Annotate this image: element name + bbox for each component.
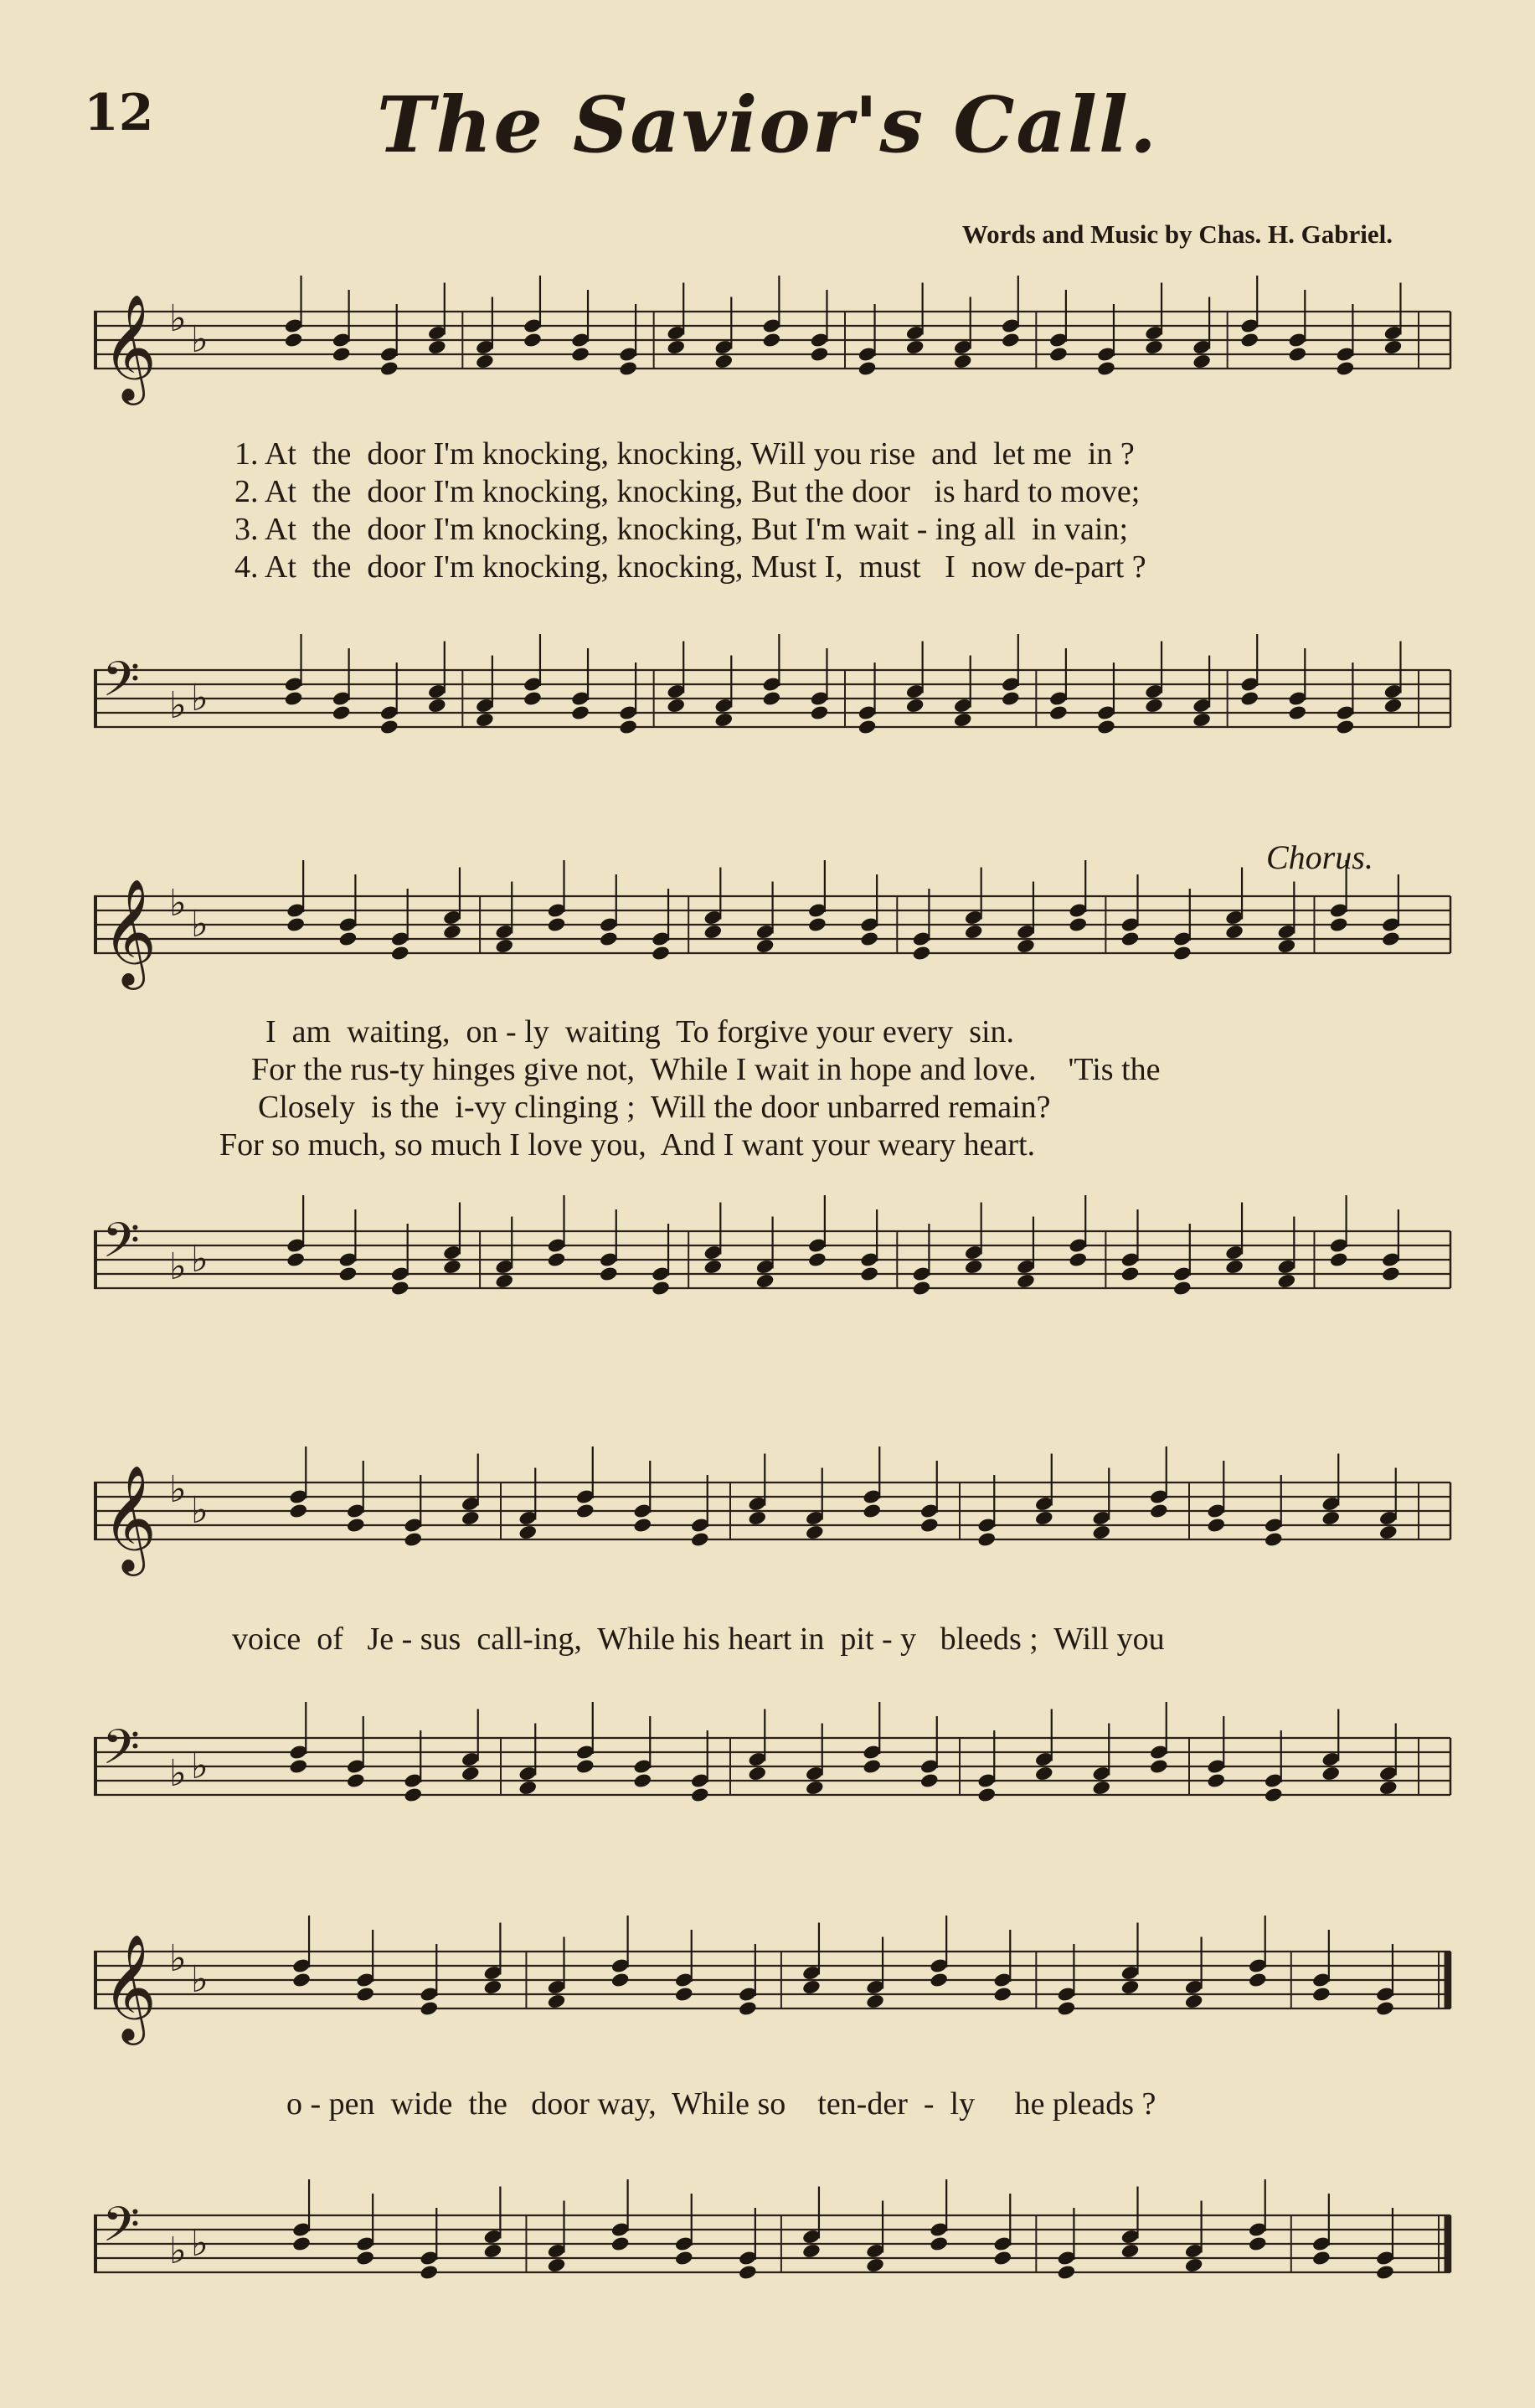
note-head bbox=[862, 1758, 882, 1775]
note-head bbox=[403, 1787, 423, 1803]
note-head bbox=[1288, 704, 1308, 721]
note-head bbox=[1057, 2264, 1077, 2281]
note-head bbox=[1068, 916, 1088, 933]
flat-icon: ♭ bbox=[191, 1238, 209, 1281]
treble-clef-icon: 𝄞 bbox=[102, 293, 157, 400]
note-head bbox=[475, 712, 495, 729]
note-head bbox=[858, 360, 878, 377]
note-head bbox=[632, 1772, 652, 1789]
note-head bbox=[976, 1787, 997, 1803]
flat-icon: ♭ bbox=[191, 1489, 209, 1532]
treble-staff bbox=[94, 286, 1450, 404]
note-head bbox=[483, 2243, 503, 2260]
note-head bbox=[1149, 1503, 1169, 1519]
note-head bbox=[964, 1259, 984, 1276]
note-head bbox=[690, 1787, 710, 1803]
note-head bbox=[862, 1503, 882, 1519]
note-head bbox=[1057, 2000, 1077, 2017]
note-head bbox=[332, 704, 352, 721]
note-head bbox=[929, 1972, 949, 1988]
note-head bbox=[338, 931, 358, 947]
note-head bbox=[738, 2000, 758, 2017]
note-head bbox=[807, 916, 827, 933]
note-head bbox=[859, 1266, 879, 1282]
note-head bbox=[518, 1780, 538, 1797]
note-head bbox=[1149, 1758, 1169, 1775]
note-head bbox=[801, 2243, 822, 2260]
note-head bbox=[1206, 1772, 1226, 1789]
flat-icon: ♭ bbox=[169, 1468, 187, 1511]
note-head bbox=[865, 2257, 885, 2274]
note-head bbox=[651, 1280, 671, 1297]
hymn-credit: Words and Music by Chas. H. Gabriel. bbox=[961, 219, 1393, 249]
note-head bbox=[1277, 938, 1297, 955]
page-number: 12 bbox=[84, 84, 154, 142]
note-head bbox=[1091, 1780, 1111, 1797]
note-head bbox=[810, 346, 830, 363]
note-head bbox=[1375, 2264, 1395, 2281]
flat-icon: ♭ bbox=[169, 1937, 187, 1980]
note-head bbox=[1184, 1993, 1204, 2010]
note-head bbox=[666, 339, 686, 356]
note-head bbox=[618, 719, 638, 735]
note-head bbox=[703, 924, 724, 941]
note-head bbox=[547, 916, 567, 933]
note-head bbox=[1248, 2235, 1268, 2252]
bass-staff bbox=[94, 645, 1450, 762]
note-head bbox=[747, 1766, 767, 1782]
bass-staff bbox=[94, 1206, 1450, 1323]
lyric-verse-1: I am waiting, on - ly waiting To forgive your every sin. bbox=[265, 1014, 1015, 1049]
flat-icon: ♭ bbox=[169, 882, 187, 925]
music-system-1 bbox=[94, 276, 1450, 754]
flat-icon: ♭ bbox=[191, 677, 209, 719]
flat-icon: ♭ bbox=[191, 1745, 209, 1787]
note-head bbox=[865, 1993, 885, 2010]
bass-clef-icon: 𝄢 bbox=[102, 651, 141, 719]
note-head bbox=[1378, 1780, 1398, 1797]
note-head bbox=[610, 1972, 631, 1988]
note-head bbox=[807, 1251, 827, 1268]
note-head bbox=[651, 945, 671, 962]
note-head bbox=[355, 1986, 375, 2003]
note-head bbox=[859, 931, 879, 947]
note-head bbox=[403, 1531, 423, 1548]
note-head bbox=[1321, 1766, 1341, 1782]
note-head bbox=[858, 719, 878, 735]
note-head bbox=[1336, 719, 1356, 735]
treble-clef-icon: 𝄞 bbox=[102, 878, 157, 985]
note-head bbox=[427, 339, 447, 356]
note-head bbox=[964, 924, 984, 941]
note-head bbox=[953, 712, 973, 729]
note-head bbox=[427, 698, 447, 714]
note-head bbox=[610, 2235, 631, 2252]
note-head bbox=[1311, 1986, 1332, 2003]
note-head bbox=[992, 2250, 1012, 2266]
note-head bbox=[1381, 1266, 1401, 1282]
note-head bbox=[284, 690, 304, 707]
note-head bbox=[1120, 1979, 1141, 1996]
note-head bbox=[390, 945, 410, 962]
note-head bbox=[953, 353, 973, 370]
note-head bbox=[1321, 1510, 1341, 1527]
music-system-4 bbox=[94, 1910, 1450, 2328]
note-head bbox=[1224, 1259, 1244, 1276]
note-head bbox=[475, 353, 495, 370]
treble-staff bbox=[94, 1457, 1450, 1575]
note-head bbox=[1383, 698, 1404, 714]
note-head bbox=[1144, 339, 1164, 356]
note-head bbox=[919, 1517, 940, 1534]
note-head bbox=[1034, 1510, 1054, 1527]
note-head bbox=[1001, 332, 1021, 348]
note-head bbox=[1239, 690, 1259, 707]
lyric-verse-1: 1. At the door I'm knocking, knocking, Will you rise and let me in ? bbox=[234, 436, 1135, 472]
note-head bbox=[1048, 704, 1069, 721]
note-head bbox=[286, 916, 306, 933]
flat-icon: ♭ bbox=[169, 1752, 187, 1795]
bass-clef-icon: 𝄢 bbox=[102, 1212, 141, 1281]
note-head bbox=[1239, 332, 1259, 348]
note-head bbox=[379, 360, 399, 377]
note-head bbox=[286, 1251, 306, 1268]
note-head bbox=[1172, 1280, 1192, 1297]
treble-clef-icon: 𝄞 bbox=[102, 1464, 157, 1571]
note-head bbox=[1068, 1251, 1088, 1268]
note-head bbox=[332, 346, 352, 363]
note-head bbox=[599, 1266, 619, 1282]
note-head bbox=[442, 1259, 462, 1276]
note-head bbox=[1184, 2257, 1204, 2274]
note-head bbox=[755, 938, 775, 955]
note-head bbox=[1120, 1266, 1141, 1282]
note-head bbox=[714, 712, 734, 729]
note-head bbox=[346, 1772, 366, 1789]
note-head bbox=[1329, 916, 1349, 933]
note-head bbox=[1096, 360, 1116, 377]
note-head bbox=[288, 1503, 308, 1519]
flat-icon: ♭ bbox=[191, 903, 209, 946]
note-head bbox=[461, 1766, 481, 1782]
lyric-verse-3: Closely is the i-vy clinging ; Will the door unbarred remain? bbox=[258, 1090, 1051, 1125]
note-head bbox=[355, 2250, 375, 2266]
note-head bbox=[674, 2250, 694, 2266]
note-head bbox=[912, 945, 932, 962]
note-head bbox=[346, 1517, 366, 1534]
note-head bbox=[1034, 1766, 1054, 1782]
note-head bbox=[618, 360, 638, 377]
bass-staff bbox=[94, 2190, 1450, 2307]
note-head bbox=[442, 924, 462, 941]
note-head bbox=[762, 332, 782, 348]
note-head bbox=[919, 1772, 940, 1789]
flat-icon: ♭ bbox=[169, 2230, 187, 2272]
flat-icon: ♭ bbox=[169, 684, 187, 727]
lyric-verse-2: 2. At the door I'm knocking, knocking, But the door is hard to move; bbox=[234, 474, 1141, 509]
note-head bbox=[929, 2235, 949, 2252]
note-head bbox=[570, 346, 590, 363]
note-head bbox=[1375, 2000, 1395, 2017]
flat-icon: ♭ bbox=[191, 1958, 209, 2001]
note-head bbox=[547, 1251, 567, 1268]
note-head bbox=[1277, 1273, 1297, 1290]
note-head bbox=[575, 1758, 595, 1775]
note-head bbox=[905, 339, 925, 356]
flat-icon: ♭ bbox=[191, 318, 209, 361]
note-head bbox=[1248, 1972, 1268, 1988]
note-head bbox=[523, 332, 543, 348]
treble-staff bbox=[94, 871, 1450, 988]
lyric-verse-4: 4. At the door I'm knocking, knocking, Must I, must I now de-part ? bbox=[234, 549, 1146, 585]
note-head bbox=[1383, 339, 1404, 356]
note-head bbox=[912, 1280, 932, 1297]
note-head bbox=[291, 2235, 312, 2252]
note-head bbox=[1381, 931, 1401, 947]
note-head bbox=[494, 938, 514, 955]
note-head bbox=[570, 704, 590, 721]
note-head bbox=[1120, 2243, 1141, 2260]
note-head bbox=[1192, 712, 1212, 729]
note-head bbox=[1120, 931, 1141, 947]
note-head bbox=[547, 1993, 567, 2010]
note-head bbox=[1016, 1273, 1036, 1290]
note-head bbox=[1311, 2250, 1332, 2266]
note-head bbox=[810, 704, 830, 721]
bass-staff bbox=[94, 1713, 1450, 1830]
note-head bbox=[1264, 1787, 1284, 1803]
note-head bbox=[1336, 360, 1356, 377]
note-head bbox=[1172, 945, 1192, 962]
note-head bbox=[1192, 353, 1212, 370]
lyric-verse-2: For the rus-ty hinges give not, While I wait in hope and love. 'Tis the bbox=[251, 1052, 1161, 1087]
note-head bbox=[483, 1979, 503, 1996]
note-head bbox=[703, 1259, 724, 1276]
note-head bbox=[523, 690, 543, 707]
note-head bbox=[805, 1780, 825, 1797]
note-head bbox=[674, 1986, 694, 2003]
note-head bbox=[976, 1531, 997, 1548]
note-head bbox=[1224, 924, 1244, 941]
flat-icon: ♭ bbox=[191, 2222, 209, 2265]
bass-clef-icon: 𝄢 bbox=[102, 1719, 141, 1787]
note-head bbox=[762, 690, 782, 707]
note-head bbox=[494, 1273, 514, 1290]
note-head bbox=[390, 1280, 410, 1297]
note-head bbox=[714, 353, 734, 370]
note-head bbox=[992, 1986, 1012, 2003]
note-head bbox=[747, 1510, 767, 1527]
treble-clef-icon: 𝄞 bbox=[102, 1933, 157, 2040]
note-head bbox=[379, 719, 399, 735]
note-head bbox=[1016, 938, 1036, 955]
note-head bbox=[1288, 346, 1308, 363]
note-head bbox=[1144, 698, 1164, 714]
note-head bbox=[1206, 1517, 1226, 1534]
music-system-3 bbox=[94, 1441, 1450, 1843]
note-head bbox=[1001, 690, 1021, 707]
music-system-2 bbox=[94, 838, 1450, 1340]
note-head bbox=[1096, 719, 1116, 735]
note-head bbox=[291, 1972, 312, 1988]
note-head bbox=[599, 931, 619, 947]
lyric-verse-3: 3. At the door I'm knocking, knocking, But I'm wait - ing all in vain; bbox=[234, 512, 1129, 547]
note-head bbox=[547, 2257, 567, 2274]
note-head bbox=[1329, 1251, 1349, 1268]
note-head bbox=[288, 1758, 308, 1775]
chorus-label: Chorus. bbox=[1266, 838, 1373, 876]
note-head bbox=[461, 1510, 481, 1527]
bass-clef-icon: 𝄢 bbox=[102, 2196, 141, 2265]
note-head bbox=[905, 698, 925, 714]
note-head bbox=[338, 1266, 358, 1282]
note-head bbox=[419, 2264, 439, 2281]
flat-icon: ♭ bbox=[169, 297, 187, 340]
note-head bbox=[738, 2264, 758, 2281]
note-head bbox=[419, 2000, 439, 2017]
treble-staff bbox=[94, 1926, 1450, 2044]
note-head bbox=[805, 1524, 825, 1541]
note-head bbox=[690, 1531, 710, 1548]
note-head bbox=[755, 1273, 775, 1290]
lyric-verse-4: For so much, so much I love you, And I want your weary heart. bbox=[219, 1127, 1036, 1163]
lyric-line: o - pen wide the door way, While so ten-der - ly he pleads ? bbox=[286, 2086, 1156, 2122]
note-head bbox=[1048, 346, 1069, 363]
hymn-title: The Savior's Call. bbox=[377, 80, 1158, 170]
note-head bbox=[1264, 1531, 1284, 1548]
note-head bbox=[666, 698, 686, 714]
note-head bbox=[518, 1524, 538, 1541]
flat-icon: ♭ bbox=[169, 1245, 187, 1288]
note-head bbox=[801, 1979, 822, 1996]
lyric-line: voice of Je - sus call-ing, While his heart in pit - y bleeds ; Will you bbox=[232, 1622, 1165, 1657]
note-head bbox=[1378, 1524, 1398, 1541]
note-head bbox=[575, 1503, 595, 1519]
note-head bbox=[284, 332, 304, 348]
note-head bbox=[1091, 1524, 1111, 1541]
note-head bbox=[632, 1517, 652, 1534]
